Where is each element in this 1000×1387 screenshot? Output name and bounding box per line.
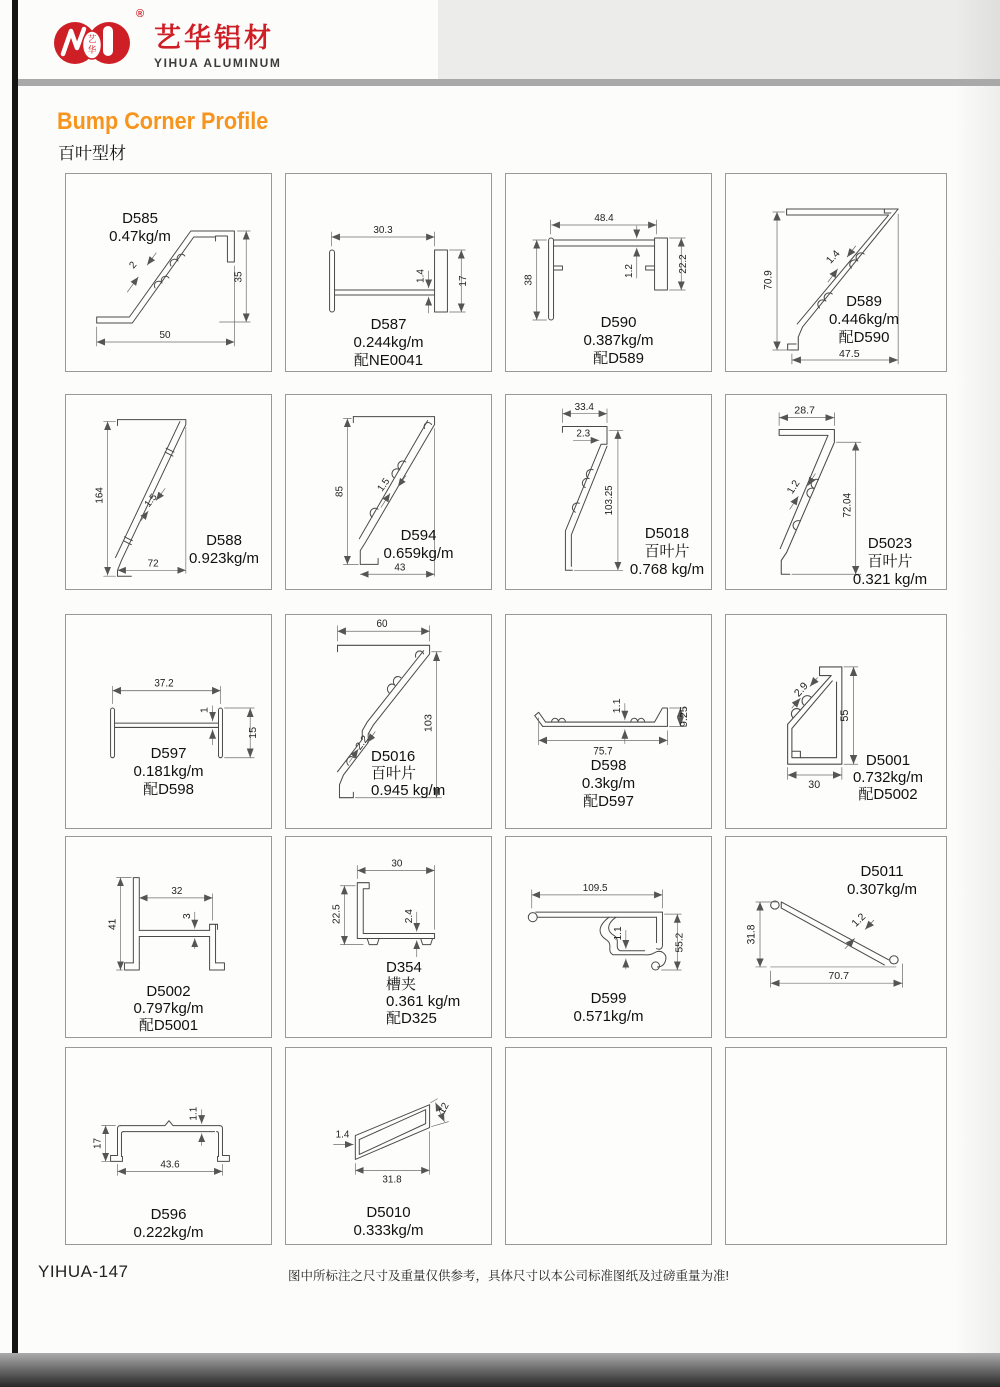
profile-label	[838, 752, 938, 803]
profile-code: D598	[590, 757, 627, 774]
dim-label: 32	[171, 885, 183, 897]
profile-code: D588	[206, 532, 242, 549]
dim-label: 22.5	[331, 904, 343, 925]
profile-code: D354	[386, 959, 422, 976]
profile-weight: 0.387kg/m	[583, 332, 654, 349]
profile-pairing: 配NE0041	[353, 352, 424, 369]
profile-weight: 0.3kg/m	[581, 775, 636, 792]
dim-label: 1.1	[612, 926, 624, 941]
profile-label	[94, 210, 186, 246]
profile-code: D5001	[865, 752, 911, 769]
profile-label	[621, 525, 713, 579]
company-logo	[52, 8, 282, 74]
profile-pairing: 配D5001	[138, 1017, 199, 1034]
profile-card-d587	[285, 173, 492, 372]
dim-label: 9.25	[679, 706, 691, 728]
dim-label: 72	[147, 558, 159, 570]
profile-weight: 0.222kg/m	[133, 1224, 204, 1241]
dim-label: 75.7	[593, 746, 613, 758]
profile-label	[506, 757, 711, 811]
profile-weight: 0.361 kg/m	[386, 993, 461, 1010]
brand-name-en: YIHUA ALUMINUM	[154, 56, 282, 70]
profile-label	[386, 959, 491, 1027]
profile-weight: 0.659kg/m	[383, 545, 454, 562]
profile-type: 百叶片	[867, 553, 913, 570]
profile-pairing: 配D589	[593, 350, 644, 367]
dim-label: 55.2	[674, 932, 686, 953]
profile-label	[66, 983, 271, 1034]
profile-card-d5023	[725, 394, 947, 590]
profile-label	[174, 532, 274, 568]
profile-code: D599	[590, 990, 627, 1007]
profile-type: 槽夹	[386, 976, 417, 993]
profile-weight: 0.571kg/m	[573, 1008, 644, 1025]
profile-label	[506, 990, 711, 1026]
dim-label: 3	[181, 913, 193, 920]
dim-label: 2.2	[353, 733, 371, 753]
profile-row-2	[65, 394, 947, 590]
profile-code: D5018	[644, 525, 690, 542]
dim-label: 17	[458, 275, 470, 287]
dim-label: 70.9	[763, 270, 775, 290]
empty-card	[725, 1047, 947, 1245]
dim-label: 1.4	[335, 1129, 350, 1141]
profile-row-3	[65, 614, 947, 829]
dim-label: 50	[159, 329, 171, 342]
logo-mark-icon	[52, 8, 145, 74]
profile-row-1	[65, 173, 947, 372]
dim-label: 22.2	[678, 254, 690, 274]
profile-weight: 0.797kg/m	[133, 1000, 204, 1017]
profile-weight: 0.244kg/m	[353, 334, 424, 351]
profile-code: D5010	[366, 1204, 411, 1221]
profile-card-d598	[505, 614, 712, 829]
profile-card-d5010	[285, 1047, 492, 1245]
dim-label: 164	[94, 487, 106, 504]
profile-code: D5011	[860, 863, 904, 880]
dim-label: 17	[92, 1137, 104, 1150]
profile-code: D587	[370, 316, 407, 333]
profile-label	[844, 535, 936, 589]
profile-weight: 0.732kg/m	[852, 769, 924, 786]
dim-label: 37.2	[154, 678, 174, 690]
dim-label: 109.5	[582, 882, 608, 894]
page-subtitle: 百叶型材	[58, 144, 126, 163]
profile-card-d589	[725, 173, 947, 372]
profile-label	[66, 1206, 271, 1242]
disclaimer-text: 图中所标注之尺寸及重量仅供参考，具体尺寸以本公司标准图纸及过磅重量为准!	[288, 1269, 729, 1283]
dim-label: 2	[127, 259, 140, 272]
dim-label: 1.4	[824, 248, 843, 267]
profile-code: D5002	[146, 983, 191, 1000]
profile-label	[286, 1204, 491, 1240]
dim-label: 1.5	[142, 492, 160, 510]
dim-label: 85	[334, 486, 346, 497]
profile-code: D585	[122, 210, 158, 227]
dim-label: 2.9	[792, 680, 811, 700]
dim-label: 28.7	[794, 406, 815, 417]
dim-label: 47.5	[838, 349, 860, 360]
scan-edge-left	[12, 0, 18, 1374]
profile-code: D589	[846, 293, 882, 310]
dim-label: 30	[391, 858, 403, 870]
profile-weight: 0.47kg/m	[109, 228, 171, 245]
profile-code: D597	[150, 745, 187, 762]
profile-label	[526, 314, 711, 368]
profile-card-d585	[65, 173, 272, 372]
dim-label: 1.2	[849, 911, 869, 930]
scan-edge-bottom	[0, 1353, 1000, 1387]
svg-text:华: 华	[87, 45, 97, 55]
profile-card-d597	[65, 614, 272, 829]
dim-label: 48.4	[594, 212, 614, 225]
dim-label: 41	[107, 918, 119, 930]
profile-pairing: 配D597	[583, 793, 634, 810]
profile-label	[286, 316, 491, 370]
dim-label: 72.04	[842, 492, 854, 518]
dim-label: 15	[248, 726, 260, 739]
profile-card-d5016	[285, 614, 492, 829]
dim-label: 1.2	[785, 478, 803, 496]
brand-name-cn: 艺华铝材	[154, 23, 274, 53]
profile-weight: 0.321 kg/m	[852, 571, 928, 588]
dim-label: 31.8	[382, 1174, 402, 1186]
profile-type: 百叶片	[371, 765, 417, 782]
profile-weight: 0.333kg/m	[353, 1222, 424, 1239]
profile-weight: 0.923kg/m	[188, 550, 260, 567]
dim-label: 1.4	[415, 269, 427, 283]
profile-code: D596	[150, 1206, 187, 1223]
dim-label: 70.7	[828, 971, 849, 983]
profile-drawing-d585	[66, 174, 271, 371]
profile-label	[826, 863, 938, 899]
profile-weight: 0.307kg/m	[846, 881, 918, 898]
profile-code: D594	[400, 527, 437, 544]
dim-label: 2.3	[576, 428, 591, 440]
header-divider	[18, 79, 1000, 86]
profile-card-d590	[505, 173, 712, 372]
dim-label: 30	[808, 778, 821, 792]
dim-label: 33.4	[574, 401, 594, 413]
profile-label	[371, 748, 481, 799]
profile-row-4	[65, 836, 947, 1038]
profile-card-d354	[285, 836, 492, 1038]
profile-weight: 0.768 kg/m	[629, 561, 705, 578]
profile-card-d5001	[725, 614, 947, 829]
profile-code: D5023	[867, 535, 913, 552]
brand-text	[154, 16, 282, 70]
profile-label	[361, 527, 476, 563]
dim-label: 60	[376, 618, 388, 631]
dim-label: 12	[436, 1101, 452, 1116]
dim-label: 30.3	[373, 224, 393, 237]
dim-label: 1	[199, 707, 211, 714]
profile-pairing: 配D5002	[858, 786, 918, 803]
dim-label: 1.1	[188, 1106, 200, 1121]
profile-code: D5016	[371, 748, 416, 765]
empty-card	[505, 1047, 712, 1245]
dim-label: 31.8	[746, 924, 758, 945]
profile-card-d5011	[725, 836, 947, 1038]
registered-mark: ®	[136, 8, 145, 20]
dim-label: 103	[423, 714, 435, 733]
dim-label: 103.25	[603, 485, 615, 516]
dim-label: 2.4	[403, 909, 415, 924]
dim-label: 1.1	[612, 698, 623, 714]
profile-weight: 0.181kg/m	[133, 763, 204, 780]
profile-card-d599	[505, 836, 712, 1038]
profile-card-d588	[65, 394, 272, 590]
profile-label	[66, 745, 271, 799]
profile-pairing: 配D325	[386, 1010, 437, 1027]
dim-label: 1.2	[623, 264, 635, 278]
profile-pairing: 配D590	[838, 329, 890, 346]
scan-shade-top	[438, 0, 1000, 79]
profile-card-d594	[285, 394, 492, 590]
profile-card-d596	[65, 1047, 272, 1245]
dim-label: 1.5	[375, 476, 393, 494]
page-code: YIHUA-147	[38, 1262, 129, 1281]
dim-label: 43	[394, 562, 406, 574]
dim-label: 38	[523, 274, 535, 286]
profile-card-d5002	[65, 836, 272, 1038]
profile-row-5	[65, 1047, 947, 1245]
dim-label: 55	[839, 709, 852, 722]
dim-label: 43.6	[160, 1159, 180, 1171]
scan-shade-right	[954, 0, 1000, 1387]
dim-label: 35	[233, 271, 245, 283]
svg-text:艺: 艺	[87, 34, 97, 44]
profile-pairing: 配D598	[143, 781, 194, 798]
profile-type: 百叶片	[644, 543, 690, 560]
profile-code: D590	[600, 314, 637, 331]
profile-card-d5018	[505, 394, 712, 590]
profile-weight: 0.446kg/m	[828, 311, 900, 328]
page-title: Bump Corner Profile	[57, 108, 269, 135]
profile-weight: 0.945 kg/m	[371, 782, 446, 799]
profile-label	[804, 293, 924, 347]
